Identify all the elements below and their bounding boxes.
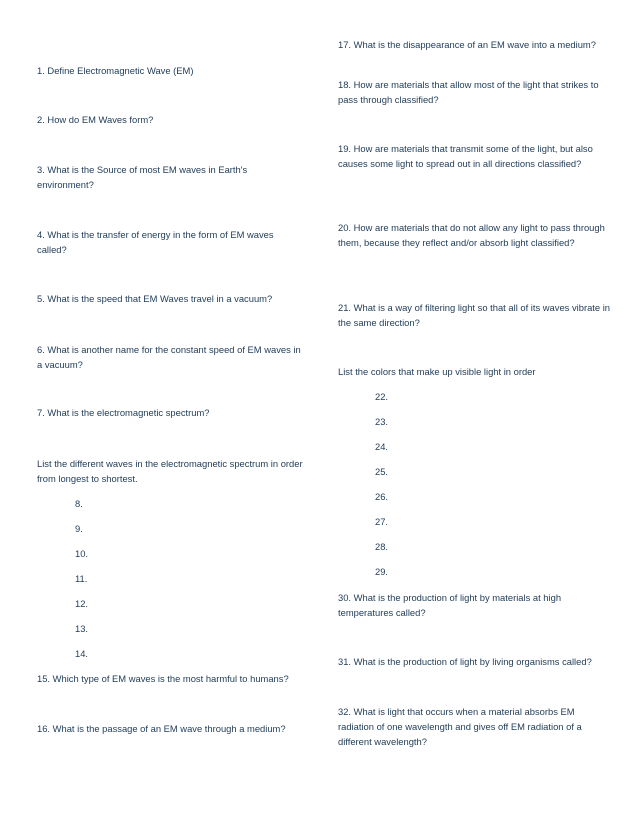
question-1: 1. Define Electromagnetic Wave (EM) xyxy=(37,65,194,76)
list-item: 29. xyxy=(375,566,389,577)
list-item: 8. xyxy=(75,498,83,509)
list-item: 26. xyxy=(375,491,389,502)
list-item: 12. xyxy=(75,598,89,609)
question-7: 7. What is the electromagnetic spectrum? xyxy=(37,407,210,418)
question-20: 20. How are materials that do not allow any light to pass through them, because they reflect and/or absorb light classified? xyxy=(338,222,605,248)
question-31: 31. What is the production of light by living organisms called? xyxy=(338,656,592,667)
question-21: 21. What is a way of filtering light so that all of its waves vibrate in the same direction? xyxy=(338,302,610,328)
question-32: 32. What is light that occurs when a material absorbs EM radiation of one wavelength and gives off EM radiation of a different wavelength? xyxy=(338,706,582,747)
question-2: 2. How do EM Waves form? xyxy=(37,114,154,125)
spectrum-list-heading: List the different waves in the electromagnetic spectrum in order from longest to shortest. xyxy=(37,458,303,484)
list-item: 9. xyxy=(75,523,83,534)
list-item: 22. xyxy=(375,391,389,402)
question-5: 5. What is the speed that EM Waves travel in a vacuum? xyxy=(37,293,273,304)
question-4: 4. What is the transfer of energy in the form of EM waves called? xyxy=(37,229,274,255)
list-item: 23. xyxy=(375,416,389,427)
list-item: 27. xyxy=(375,516,389,527)
question-16: 16. What is the passage of an EM wave through a medium? xyxy=(37,723,286,734)
colors-list-heading: List the colors that make up visible light in order xyxy=(338,366,536,377)
list-item: 25. xyxy=(375,466,389,477)
question-15: 15. Which type of EM waves is the most harmful to humans? xyxy=(37,673,289,684)
list-item: 28. xyxy=(375,541,389,552)
question-17: 17. What is the disappearance of an EM wave into a medium? xyxy=(338,39,596,50)
question-6: 6. What is another name for the constant speed of EM waves in a vacuum? xyxy=(37,344,301,370)
list-item: 11. xyxy=(75,573,88,584)
list-item: 24. xyxy=(375,441,389,452)
question-19: 19. How are materials that transmit some of the light, but also causes some light to spread out in all directions classified? xyxy=(338,143,593,169)
question-3: 3. What is the Source of most EM waves in Earth's environment? xyxy=(37,164,248,190)
list-item: 10. xyxy=(75,548,89,559)
list-item: 14. xyxy=(75,648,89,659)
question-18: 18. How are materials that allow most of the light that strikes to pass through classified? xyxy=(338,79,599,105)
list-item: 13. xyxy=(75,623,89,634)
question-30: 30. What is the production of light by materials at high temperatures called? xyxy=(338,592,562,618)
